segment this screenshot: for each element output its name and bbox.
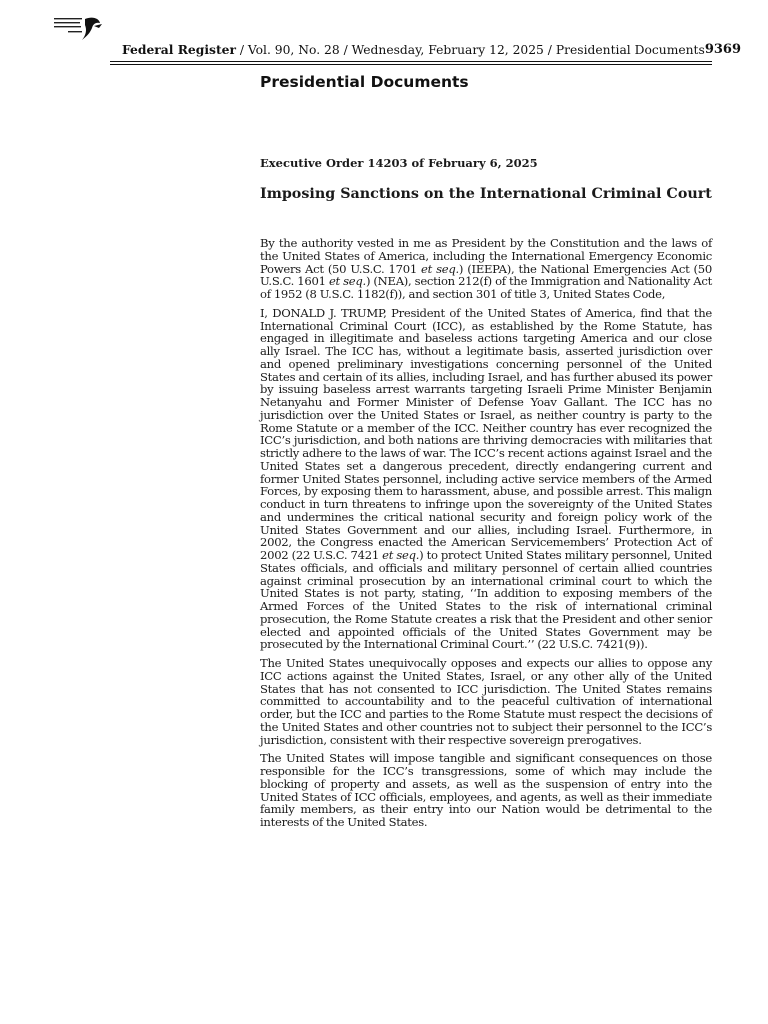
section-title: Presidential Documents <box>260 73 469 91</box>
paragraph-findings <box>260 307 712 651</box>
text-run: ) (NEA), section 212(f) of the Immigration and Nationality Act of 1952 (8 U.S.C. 1182(f)), and section 301 of title 3, United States Code, <box>260 274 712 301</box>
order-body <box>260 237 712 835</box>
header-rule-top <box>110 61 712 62</box>
text-run: The United States unequivocally opposes and expects our allies to oppose any ICC actions against the United States, Israel, or any other ally of the United States that has not consented to ICC jurisdiction. The United States remains committed to accountability and to the peaceful cultivation of international order, but the ICC and parties to the Rome Statute must respect the decisions of the United States and other countries not to subject their personnel to the ICC’s jurisdiction, consistent with their respective sovereign prerogatives. <box>260 656 712 747</box>
header-rule-bottom <box>110 64 712 65</box>
text-run: The United States will impose tangible and significant consequences on those responsible for the ICC’s transgressions, some of which may include the blocking of property and assets, as well as the suspension of entry into the United States of ICC officials, employees, and agents, as well as their immediate family members, as their entry into our Nation would be detrimental to the interests of the United States. <box>260 751 712 829</box>
header-citation <box>122 42 705 57</box>
executive-order-number: Executive Order 14203 of February 6, 2025 <box>260 156 538 170</box>
italic-run: et seq. <box>328 274 366 289</box>
header-details: / Vol. 90, No. 28 / Wednesday, February 12, 2025 / Presidential Documents <box>235 43 705 57</box>
gpo-authenticated-eagle-icon <box>52 14 104 44</box>
text-run: ) to protect United States military personnel, United States officials, and officials and military personnel of certain allied countries against criminal prosecution by an international criminal court to which the United States is not party, stating, ‘‘In addition to exposing members of the Armed Forces of the United States to the risk of international criminal prosecution, the Rome Statute creates a risk that the President and other senior elected and appointed officials of the United States Government may be prosecuted by the International Criminal Court.’’ (22 U.S.C. 7421(9)). <box>260 548 712 652</box>
paragraph-policy <box>260 657 712 746</box>
page-number: 9369 <box>704 42 741 57</box>
text-run: By the authority vested in me as President by the Constitution and the laws of the United States of America, including the International Emergency Economic Powers Act (50 U.S.C. 1701 <box>260 236 712 276</box>
paragraph-authority <box>260 237 712 301</box>
header-publication: Federal Register <box>122 42 236 57</box>
italic-run: et seq. <box>421 261 459 276</box>
running-header <box>122 42 741 57</box>
text-run: ) (IEEPA), the National Emergencies Act (50 U.S.C. 1601 <box>260 261 712 289</box>
italic-run: et seq. <box>382 548 420 562</box>
executive-order-title: Imposing Sanctions on the International Criminal Court <box>260 186 712 202</box>
text-run: I, DONALD J. TRUMP, President of the United States of America, find that the International Criminal Court (ICC), as established by the Rome Statute, has engaged in illegitimate and baseless actions targeting America and our close ally Israel. The ICC has, without a legitimate basis, asserted jurisdiction over and opened preliminary investigations concerning personnel of the United States and certain of its allies, including Israel, and has further abused its power by issuing baseless arrest warrants targeting Israeli Prime Minister Benjamin Netanyahu and Former Minister of Defense Yoav Gallant. The ICC has no jurisdiction over the United States or Israel, as neither country is party to the Rome Statute or a member of the ICC. Neither country has ever recognized the ICC’s jurisdiction, and both nations are thriving democracies with militaries that strictly adhere to the laws of war. The ICC’s recent actions against Israel and the United States set a dangerous precedent, directly endangering current and former United States personnel, including active service members of the Armed Forces, by exposing them to harassment, abuse, and possible arrest. This malign conduct in turn threatens to infringe upon the sovereignty of the United States and undermines the critical national security and foreign policy work of the United States Government and our allies, including Israel. Furthermore, in 2002, the Congress enacted the American Servicemembers’ Protection Act of 2002 (22 U.S.C. 7421 <box>260 305 712 562</box>
gpo-authenticated-logo <box>52 14 104 44</box>
paragraph-consequences <box>260 752 712 829</box>
